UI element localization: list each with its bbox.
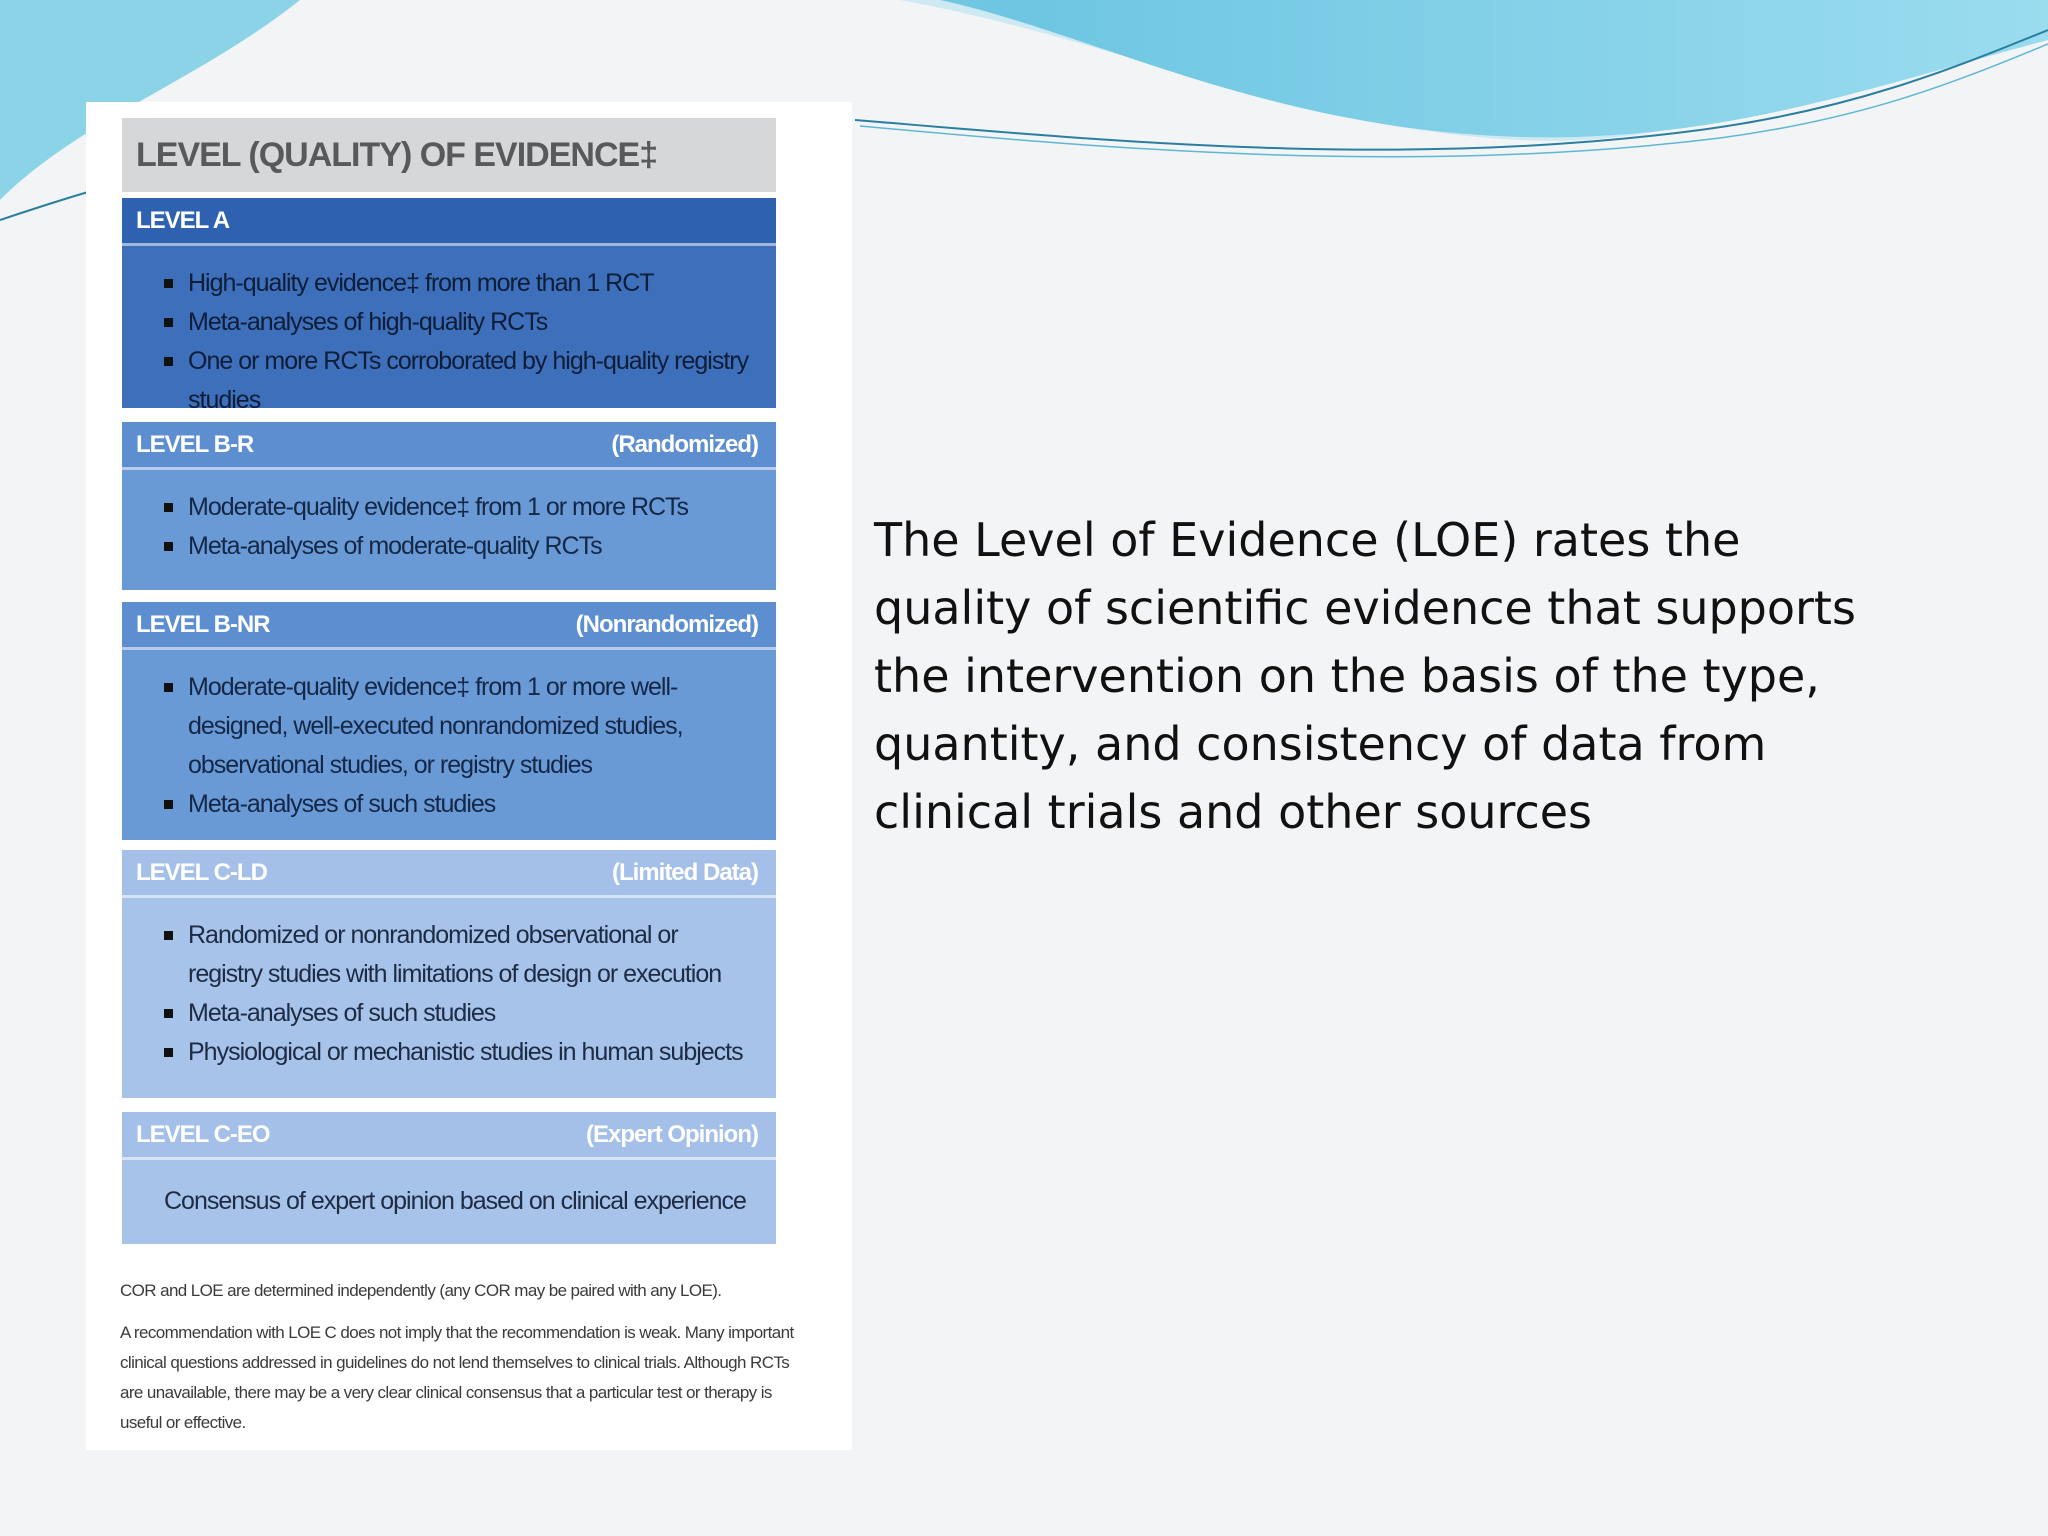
level-body [122, 246, 776, 414]
footnote-2: A recommendation with LOE C does not imply that the recommendation is weak. Many important clinical questions addressed in guidelines do not lend themselves to clinical trials. Although RCTs are unavailable, there may be a very clear clinical consensus that a particular test or therapy is useful or effective. [120, 1323, 794, 1432]
level-header [122, 850, 776, 898]
level-text: Consensus of expert opinion based on clinical experience [164, 1187, 746, 1215]
bullet-item: Meta-analyses of such studies [164, 785, 756, 824]
level-qualifier: (Nonrandomized) [575, 610, 758, 638]
bullet-item: Meta-analyses of moderate-quality RCTs [164, 527, 756, 566]
level-body [122, 470, 776, 590]
bullet-item: High-quality evidence‡ from more than 1 RCT [164, 264, 756, 303]
bullet-item: Meta-analyses of such studies [164, 994, 756, 1033]
level-body [122, 898, 776, 1098]
level-b-r-section [122, 422, 776, 590]
footnote-1: COR and LOE are determined independently (any COR may be paired with any LOE). [120, 1281, 722, 1300]
bullet-item: Moderate-quality evidence‡ from 1 or more well-designed, well-executed nonrandomized studies, observational studies, or registry studies [164, 668, 756, 785]
bullet-item: Meta-analyses of high-quality RCTs [164, 303, 756, 342]
bullet-item: Moderate-quality evidence‡ from 1 or more RCTs [164, 488, 756, 527]
figure-title: LEVEL (QUALITY) OF EVIDENCE‡ [122, 118, 776, 192]
bullet-item: Physiological or mechanistic studies in human subjects [164, 1033, 756, 1072]
level-qualifier: (Limited Data) [611, 858, 758, 886]
level-header [122, 1112, 776, 1160]
loe-description [874, 506, 1874, 846]
level-header [122, 602, 776, 650]
bullet-item: Randomized or nonrandomized observational or registry studies with limitations of design or execution [164, 916, 756, 994]
level-a-section [122, 198, 776, 414]
description-text: The Level of Evidence (LOE) rates the quality of scientific evidence that supports the intervention on the basis of the type, quantity, and consistency of data from clinical trials and other sources [874, 513, 1856, 839]
level-qualifier: (Randomized) [611, 430, 758, 458]
level-body [122, 650, 776, 840]
level-name: LEVEL B-R [136, 430, 254, 458]
level-header [122, 422, 776, 470]
level-b-nr-section [122, 602, 776, 840]
level-c-ld-section [122, 850, 776, 1098]
level-name: LEVEL C-EO [136, 1120, 270, 1148]
level-body [122, 1160, 776, 1244]
bullet-item: One or more RCTs corroborated by high-quality registry studies [164, 342, 756, 420]
level-name: LEVEL B-NR [136, 610, 270, 638]
loe-figure [86, 102, 852, 1450]
level-c-eo-section [122, 1112, 776, 1244]
level-name: LEVEL A [136, 206, 230, 234]
level-name: LEVEL C-LD [136, 858, 267, 886]
level-header [122, 198, 776, 246]
level-qualifier: (Expert Opinion) [586, 1120, 758, 1148]
